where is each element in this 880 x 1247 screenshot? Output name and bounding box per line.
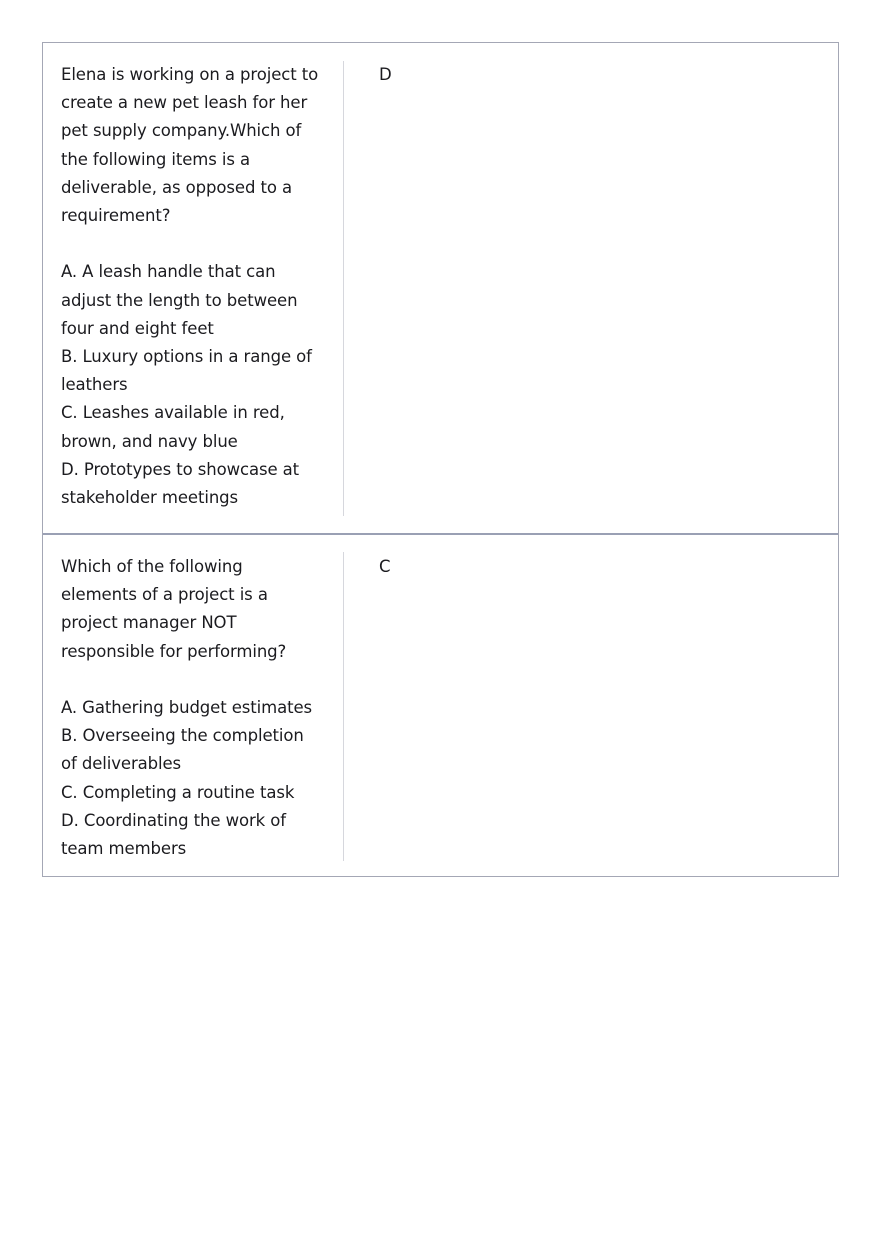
option-a-line: A. A leash handle that can: [61, 262, 276, 282]
answer-text: C: [379, 557, 391, 576]
option-b-line: of deliverables: [61, 754, 182, 774]
blank-line: [61, 666, 323, 694]
question-line: deliverable, as opposed to a: [61, 177, 292, 197]
option-a-line: four and eight feet: [61, 318, 214, 338]
question-text: [61, 61, 323, 512]
option-a-line: adjust the length to between: [61, 290, 298, 310]
option-b-line: leathers: [61, 375, 128, 395]
question-line: project manager NOT: [61, 613, 237, 633]
option-b-line: B. Overseeing the completion: [61, 726, 304, 746]
option-c-line: C. Completing a routine task: [61, 782, 295, 802]
option-a-line: A. Gathering budget estimates: [61, 698, 313, 717]
question-line: elements of a project is a: [61, 585, 268, 605]
option-d-line: D. Coordinating the work of: [61, 810, 286, 830]
column-divider: [343, 61, 344, 516]
question-line: Which of the following: [61, 557, 243, 576]
question-line: responsible for performing?: [61, 641, 287, 661]
question-line: create a new pet leash for her: [61, 93, 308, 113]
flashcard: [43, 533, 838, 876]
option-d-line: D. Prototypes to showcase at: [61, 459, 300, 479]
answer-text: D: [379, 65, 392, 84]
option-c-line: C. Leashes available in red,: [61, 403, 285, 423]
question-line: requirement?: [61, 206, 171, 226]
question-line: pet supply company.Which of: [61, 121, 302, 141]
option-d-line: stakeholder meetings: [61, 488, 239, 508]
flashcard: [43, 43, 838, 533]
blank-line: [61, 230, 323, 258]
flashcard-table: [42, 42, 839, 877]
option-b-line: B. Luxury options in a range of: [61, 347, 312, 367]
column-divider: [343, 552, 344, 861]
option-c-line: brown, and navy blue: [61, 431, 238, 451]
question-line: the following items is a: [61, 149, 251, 169]
option-d-line: team members: [61, 839, 187, 859]
question-line: Elena is working on a project to: [61, 65, 319, 84]
question-text: [61, 553, 323, 863]
